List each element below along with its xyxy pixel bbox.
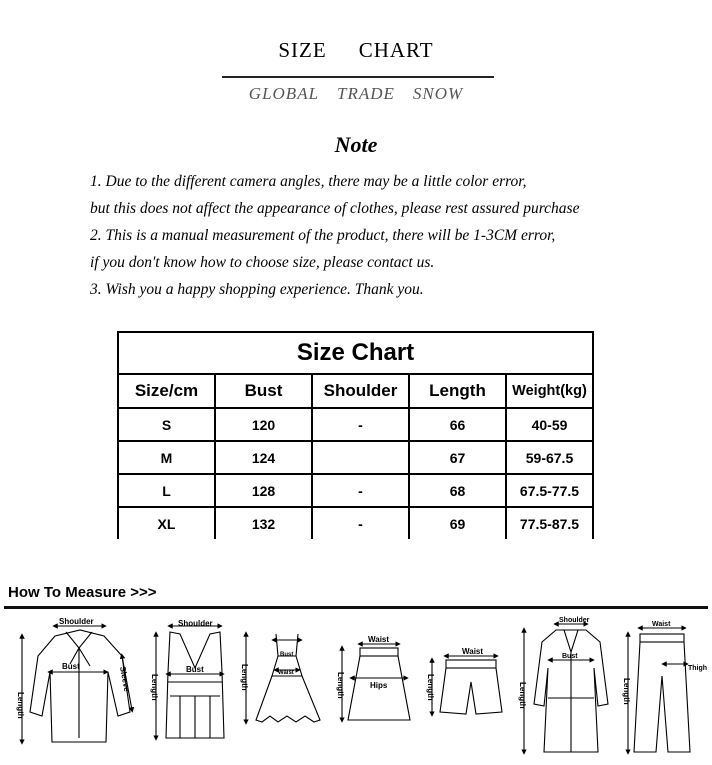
label-bust: Bust: [280, 652, 294, 658]
label-length: Length: [150, 674, 159, 701]
size-chart-caption: Size Chart: [118, 332, 593, 374]
note-line: but this does not affect the appearance of clothes, please rest assured purchase: [90, 200, 580, 217]
cell-size: S: [118, 408, 215, 441]
subtitle-word: GLOBAL: [248, 84, 320, 103]
cell-size: L: [118, 474, 215, 507]
label-waist: Waist: [462, 647, 484, 656]
cell-length: 67: [409, 441, 506, 474]
cell-length: 66: [409, 408, 506, 441]
label-sleeve: Sleeve: [118, 665, 132, 693]
cell-weight: 67.5-77.5: [506, 474, 593, 507]
column-header: Length: [409, 374, 506, 408]
label-bust: Bust: [186, 665, 204, 674]
cell-shoulder: [312, 441, 409, 474]
label-length: Length: [240, 664, 249, 691]
table-row: [118, 507, 593, 539]
cell-weight: 77.5-87.5: [506, 507, 593, 539]
shorts-icon: [432, 656, 502, 714]
label-length: Length: [518, 682, 527, 709]
label-waist: Waist: [652, 621, 671, 628]
label-waist: Waist: [278, 670, 294, 676]
note-line: if you don't know how to choose size, please contact us.: [90, 254, 435, 271]
table-row: [118, 474, 593, 507]
cell-bust: 128: [215, 474, 312, 507]
column-header: Shoulder: [312, 374, 409, 408]
label-shoulder: Shoulder: [559, 617, 590, 624]
how-to-measure-title: How To Measure >>>: [8, 584, 157, 601]
column-header: Weight(kg): [506, 374, 593, 408]
label-hips: Hips: [370, 681, 388, 690]
label-bust: Bust: [562, 653, 578, 660]
tank-top-icon: [156, 626, 224, 738]
column-header: Bust: [215, 374, 312, 408]
table-row: [118, 441, 593, 474]
cell-shoulder: -: [312, 507, 409, 539]
label-length: Length: [336, 672, 345, 699]
label-bust: Bust: [62, 662, 80, 671]
note-line: 1. Due to the different camera angles, there may be a little color error,: [90, 173, 527, 190]
dress-icon: [246, 634, 320, 722]
coat-icon: [524, 624, 608, 752]
cell-size: M: [118, 441, 215, 474]
cell-size: XL: [118, 507, 215, 539]
cell-weight: 59-67.5: [506, 441, 593, 474]
note-heading: Note: [334, 132, 378, 157]
label-waist: Waist: [368, 635, 390, 644]
title-word: CHART: [358, 38, 434, 62]
cell-shoulder: -: [312, 474, 409, 507]
cell-weight: 40-59: [506, 408, 593, 441]
label-thigh: Thigh: [688, 665, 708, 672]
cell-length: 69: [409, 507, 506, 539]
label-shoulder: Shoulder: [178, 619, 213, 628]
note-line: 3. Wish you a happy shopping experience. Thank you.: [90, 281, 424, 298]
cell-shoulder: -: [312, 408, 409, 441]
shirt-icon: [22, 626, 132, 742]
size-chart-table: [117, 331, 594, 539]
chart-title: [0, 38, 712, 63]
label-shoulder: Shoulder: [59, 617, 94, 626]
cell-length: 68: [409, 474, 506, 507]
label-length: Length: [16, 692, 25, 719]
brand-subtitle: [0, 84, 712, 104]
label-length: Length: [426, 674, 435, 701]
subtitle-word: TRADE: [337, 84, 395, 103]
title-word: SIZE: [278, 38, 327, 62]
measure-figures: [0, 612, 712, 762]
note-line: 2. This is a manual measurement of the product, there will be 1-3CM error,: [90, 227, 556, 244]
table-row: [118, 408, 593, 441]
title-divider: [222, 76, 494, 78]
note-list: [90, 168, 579, 303]
subtitle-word: SNOW: [412, 84, 464, 103]
cell-bust: 132: [215, 507, 312, 539]
cell-bust: 120: [215, 408, 312, 441]
section-divider: [4, 606, 708, 609]
pants-icon: [628, 628, 690, 752]
label-length: Length: [622, 678, 631, 705]
column-header: Size/cm: [118, 374, 215, 408]
cell-bust: 124: [215, 441, 312, 474]
